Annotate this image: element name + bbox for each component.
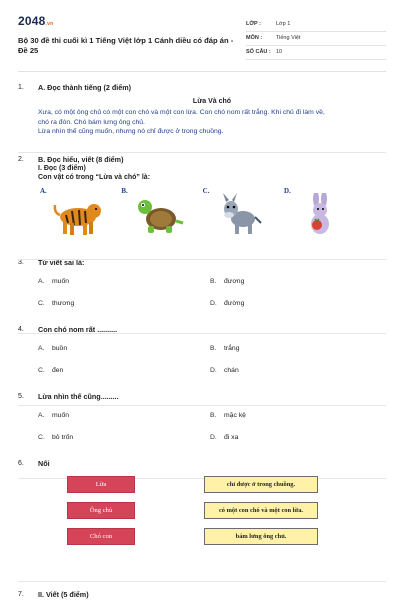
tiger-icon	[52, 193, 104, 237]
question-body	[38, 459, 386, 556]
choice-label: B.	[121, 186, 128, 195]
meta-row-grade	[246, 18, 386, 32]
header-left	[18, 14, 238, 71]
question-body	[38, 83, 386, 137]
question-title: Con chó nom rất ..........	[38, 324, 118, 334]
meta-key: LỚP :	[246, 21, 261, 27]
meta-row-subject	[246, 32, 386, 46]
question-title: B. Đọc hiểu, viết (8 điểm)	[38, 154, 124, 164]
meta-key: SỐ CÂU :	[246, 49, 271, 55]
option-a[interactable]	[38, 412, 210, 419]
question-number: 3.	[18, 258, 24, 266]
page-header	[18, 0, 386, 72]
option-text: thương	[52, 299, 75, 307]
matching-exercise	[38, 476, 386, 556]
option-text: mặc kệ	[224, 411, 246, 419]
option-letter: B.	[210, 411, 217, 419]
match-left-item[interactable]: Lừa	[67, 476, 135, 493]
meta-value: Lớp 1	[276, 21, 291, 27]
reading-line: Lừa nhìn thế cũng muốn, nhưng nó chỉ được ở trong chuồng.	[38, 128, 224, 135]
option-letter: A.	[38, 411, 45, 419]
question-number: 2.	[18, 155, 24, 163]
question-body	[38, 325, 386, 374]
option-c[interactable]	[38, 434, 210, 441]
rabbit-icon	[296, 193, 348, 237]
option-text: muốn	[52, 411, 70, 419]
choice-label: A.	[40, 186, 47, 195]
option-text: buồn	[52, 344, 68, 352]
animal-choice-d[interactable]	[282, 187, 358, 239]
section-subtitle: I. Đọc (3 điểm)	[38, 164, 86, 172]
section-divider	[18, 405, 386, 406]
reading-title: Lừa Và chó	[192, 98, 232, 105]
option-d[interactable]	[210, 300, 382, 307]
option-text: muốn	[52, 277, 70, 285]
answer-options	[38, 278, 386, 307]
question-7	[18, 590, 89, 599]
option-text: trắng	[224, 344, 240, 352]
option-letter: C.	[38, 299, 45, 307]
option-c[interactable]	[38, 367, 210, 374]
section-divider	[18, 259, 386, 260]
question-number: 5.	[18, 392, 24, 400]
question-title: Từ viết sai là:	[38, 257, 85, 267]
option-letter: D.	[210, 366, 217, 374]
option-a[interactable]	[38, 278, 210, 285]
option-letter: B.	[210, 277, 217, 285]
option-b[interactable]	[210, 278, 382, 285]
logo-text: 2048	[18, 14, 46, 28]
document-title: Bộ 30 đề thi cuối kì 1 Tiếng Việt lớp 1 Cánh diều có đáp án - Đề 25	[18, 36, 234, 55]
section-divider	[18, 581, 386, 582]
question-prompt: Con vật có trong “Lừa và chó” là:	[38, 174, 151, 181]
option-c[interactable]	[38, 300, 210, 307]
question-title: II. Viết (5 điểm)	[38, 590, 89, 599]
question-1	[18, 83, 386, 137]
option-letter: C.	[38, 366, 45, 374]
answer-options	[38, 345, 386, 374]
site-logo[interactable]	[18, 14, 238, 28]
meta-value: 10	[276, 49, 283, 55]
option-letter: D.	[210, 433, 217, 441]
option-text: đi xa	[224, 433, 239, 441]
question-number: 4.	[18, 325, 24, 333]
question-body	[38, 392, 386, 441]
option-letter: B.	[210, 344, 217, 352]
question-title: A. Đọc thành tiếng (2 điểm)	[38, 83, 132, 92]
meta-value: Tiếng Việt	[276, 35, 301, 41]
question-4	[18, 325, 386, 374]
reading-line: chó ra đón. Chó bám lưng ông chủ.	[38, 118, 145, 126]
animal-choice-a[interactable]	[38, 187, 114, 239]
option-a[interactable]	[38, 345, 210, 352]
meta-table	[246, 14, 386, 71]
meta-key: MÔN :	[246, 35, 263, 41]
choice-label: C.	[202, 186, 210, 195]
question-title: Lừa nhìn thế cũng.........	[38, 391, 119, 401]
match-right-item[interactable]: bám lưng ông chủ.	[204, 528, 318, 545]
question-number: 7.	[18, 591, 24, 598]
section-divider	[18, 333, 386, 334]
option-text: đương	[224, 277, 245, 285]
question-3	[18, 258, 386, 307]
question-5	[18, 392, 386, 441]
choice-label: D.	[283, 186, 291, 195]
animal-choices	[38, 187, 358, 239]
option-letter: A.	[38, 344, 45, 352]
option-text: đen	[52, 366, 64, 374]
question-6	[18, 459, 386, 556]
donkey-icon	[215, 193, 267, 237]
answer-options	[38, 412, 386, 441]
reading-line: Xưa, có một ông chủ có một con chó và một con lừa. Con chó nom rất trắng. Khi chủ đi làm về,	[38, 109, 325, 116]
option-d[interactable]	[210, 434, 382, 441]
question-number: 1.	[18, 84, 24, 91]
option-b[interactable]	[210, 345, 382, 352]
animal-choice-b[interactable]	[119, 187, 195, 239]
question-number: 6.	[18, 459, 24, 467]
question-body	[38, 258, 386, 307]
option-letter: D.	[210, 299, 217, 307]
match-left-item[interactable]: Chó con	[67, 528, 135, 545]
option-text: chán	[224, 366, 239, 374]
question-2	[18, 155, 386, 239]
option-text: đường	[224, 299, 245, 307]
match-right-item[interactable]: có một con chó và một con lừa.	[204, 502, 318, 519]
question-body	[38, 155, 386, 239]
match-right-item[interactable]: chỉ được ở trong chuồng.	[204, 476, 318, 493]
option-text: bỏ trốn	[52, 433, 74, 441]
turtle-icon	[133, 193, 185, 237]
option-letter: C.	[38, 433, 45, 441]
animal-choice-c[interactable]	[201, 187, 277, 239]
option-letter: A.	[38, 277, 45, 285]
match-left-item[interactable]: Ông chủ	[67, 502, 135, 519]
question-title: Nối	[38, 458, 50, 468]
option-b[interactable]	[210, 412, 382, 419]
logo-suffix: .vn	[45, 21, 54, 27]
section-divider	[18, 152, 386, 153]
meta-row-count	[246, 46, 386, 60]
option-d[interactable]	[210, 367, 382, 374]
